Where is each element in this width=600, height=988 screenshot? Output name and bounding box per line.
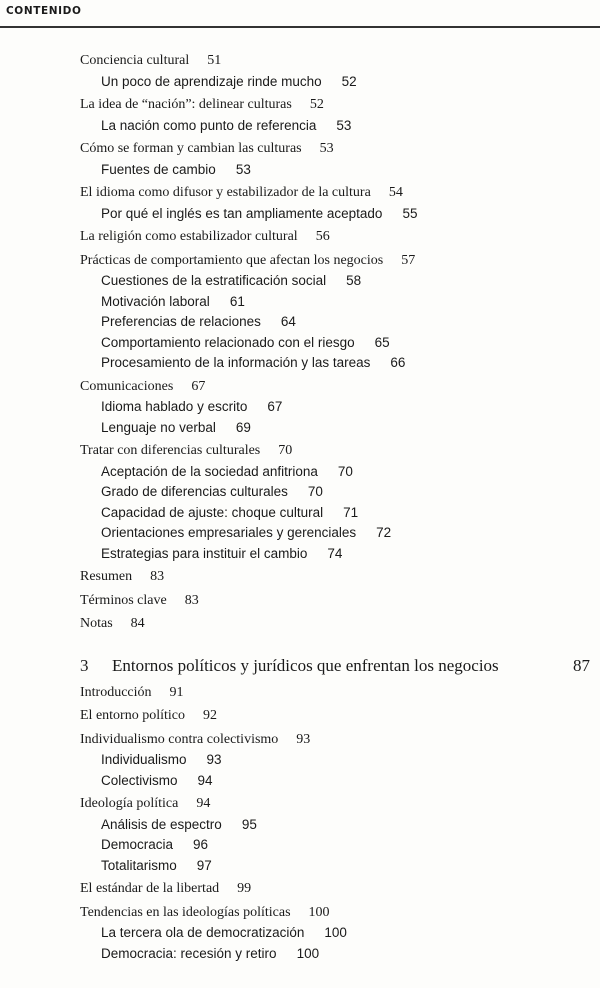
entry-page-number: 97 (196, 857, 212, 873)
toc-entry[interactable] (80, 185, 595, 206)
entry-title: El estándar de la libertad (80, 881, 220, 896)
toc-subentry[interactable] (80, 505, 595, 526)
entry-title: Colectivismo (101, 772, 178, 788)
entry-title: Ideología política (80, 796, 179, 811)
entry-title: La nación como punto de referencia (101, 117, 317, 133)
entry-title: Tendencias en las ideologías políticas (80, 904, 291, 920)
entry-title: El entorno político (80, 708, 185, 723)
entry-title: Capacidad de ajuste: choque cultural (101, 504, 324, 520)
entry-page-number: 72 (376, 525, 392, 540)
chapter-title: Entornos políticos y jurídicos que enfrentan los negocios (112, 655, 499, 675)
entry-page-number: 70 (278, 443, 293, 458)
entry-title: Cómo se forman y cambian las culturas (80, 141, 302, 156)
toc-entry[interactable] (80, 253, 595, 274)
entry-title: Notas (80, 616, 113, 631)
toc-subentry[interactable] (80, 162, 595, 183)
entry-page-number: 100 (324, 925, 347, 940)
toc-subentry[interactable] (80, 74, 595, 95)
entry-title: Preferencias de relaciones (101, 314, 261, 329)
toc-subentry[interactable] (80, 294, 595, 315)
entry-page-number: 99 (237, 881, 252, 896)
entry-page-number: 57 (401, 252, 416, 268)
entry-page-number: 66 (390, 355, 406, 370)
toc-subentry[interactable] (80, 752, 595, 773)
chapter-page: 87 (573, 655, 590, 675)
entry-page-number: 94 (197, 772, 213, 788)
entry-title: La idea de “nación”: delinear culturas (80, 97, 292, 112)
toc-entry[interactable] (80, 881, 595, 902)
toc-subentry[interactable] (80, 484, 595, 505)
toc-entry[interactable] (80, 229, 595, 250)
toc-entry[interactable] (80, 616, 595, 637)
entry-title: Cuestiones de la estratificación social (101, 273, 327, 288)
header-rule (0, 26, 600, 28)
toc-subentry[interactable] (80, 837, 595, 858)
entry-title: El idioma como difusor y estabilizador de la cultura (80, 185, 371, 200)
running-header: CONTENIDO (6, 5, 82, 17)
table-of-contents (80, 53, 595, 966)
chapter-heading[interactable] (80, 653, 595, 679)
entry-page-number: 71 (343, 504, 359, 520)
entry-page-number: 58 (346, 273, 362, 288)
toc-subentry[interactable] (80, 858, 595, 879)
entry-page-number: 67 (267, 399, 283, 414)
entry-title: Estrategias para instituir el cambio (101, 545, 308, 561)
entry-title: Conciencia cultural (80, 53, 190, 68)
entry-page-number: 65 (374, 334, 390, 350)
toc-subentry[interactable] (80, 925, 595, 946)
entry-title: Individualismo (101, 752, 187, 767)
toc-subentry[interactable] (80, 946, 595, 967)
entry-title: La religión como estabilizador cultural (80, 229, 298, 244)
toc-subentry[interactable] (80, 273, 595, 294)
toc-subentry[interactable] (80, 355, 595, 376)
entry-title: Comunicaciones (80, 378, 174, 394)
entry-page-number: 54 (388, 185, 403, 200)
entry-page-number: 69 (235, 419, 251, 435)
toc-section-chapter-2 (80, 53, 595, 637)
entry-title: Comportamiento relacionado con el riesgo (101, 334, 355, 350)
toc-entry[interactable] (80, 593, 595, 614)
toc-section-chapter-3 (80, 685, 595, 967)
entry-page-number: 67 (191, 378, 206, 394)
toc-subentry[interactable] (80, 464, 595, 485)
toc-entry[interactable] (80, 796, 595, 817)
entry-title: Fuentes de cambio (101, 161, 216, 177)
toc-subentry[interactable] (80, 314, 595, 335)
toc-entry[interactable] (80, 53, 595, 74)
entry-title: Democracia (101, 837, 174, 852)
entry-page-number: 52 (309, 97, 324, 112)
toc-entry[interactable] (80, 379, 595, 400)
toc-entry[interactable] (80, 97, 595, 118)
toc-entry[interactable] (80, 732, 595, 753)
toc-subentry[interactable] (80, 817, 595, 838)
entry-page-number: 93 (296, 731, 311, 747)
entry-title: La tercera ola de democratización (101, 925, 305, 940)
entry-page-number: 74 (327, 545, 343, 561)
entry-title: Introducción (80, 684, 152, 700)
entry-title: Individualismo contra colectivismo (80, 731, 279, 747)
toc-entry[interactable] (80, 905, 595, 926)
entry-page-number: 96 (193, 837, 209, 852)
toc-entry[interactable] (80, 685, 595, 706)
toc-subentry[interactable] (80, 525, 595, 546)
entry-page-number: 53 (235, 161, 251, 177)
entry-page-number: 94 (196, 796, 211, 811)
entry-page-number: 83 (184, 592, 199, 608)
toc-entry[interactable] (80, 569, 595, 590)
toc-entry[interactable] (80, 443, 595, 464)
toc-subentry[interactable] (80, 399, 595, 420)
toc-entry[interactable] (80, 141, 595, 162)
entry-title: Idioma hablado y escrito (101, 399, 248, 414)
entry-page-number: 70 (337, 463, 353, 479)
entry-page-number: 61 (229, 293, 245, 309)
entry-page-number: 100 (296, 945, 320, 961)
toc-entry[interactable] (80, 708, 595, 729)
entry-title: Análisis de espectro (101, 816, 222, 832)
toc-subentry[interactable] (80, 546, 595, 567)
entry-title: Totalitarismo (101, 857, 177, 873)
entry-title: Tratar con diferencias culturales (80, 443, 261, 458)
toc-subentry[interactable] (80, 118, 595, 139)
entry-title: Procesamiento de la información y las tareas (101, 355, 371, 370)
entry-page-number: 51 (207, 53, 222, 68)
entry-title: Grado de diferencias culturales (101, 484, 288, 499)
entry-page-number: 55 (402, 205, 418, 221)
entry-title: Resumen (80, 569, 133, 584)
toc-subentry[interactable] (80, 773, 595, 794)
entry-title: Prácticas de comportamiento que afectan los negocios (80, 252, 384, 268)
toc-subentry[interactable] (80, 420, 595, 441)
entry-page-number: 56 (315, 229, 330, 244)
entry-page-number: 53 (319, 141, 334, 156)
entry-title: Motivación laboral (101, 293, 210, 309)
entry-title: Por qué el inglés es tan ampliamente aceptado (101, 205, 383, 221)
entry-page-number: 84 (130, 616, 145, 631)
entry-page-number: 53 (336, 117, 352, 133)
entry-page-number: 100 (308, 904, 330, 920)
entry-page-number: 83 (150, 569, 165, 584)
entry-page-number: 95 (241, 816, 257, 832)
toc-subentry[interactable] (80, 335, 595, 356)
entry-page-number: 92 (202, 708, 217, 723)
entry-title: Aceptación de la sociedad anfitriona (101, 463, 318, 479)
entry-page-number: 64 (280, 314, 296, 329)
entry-page-number: 91 (169, 684, 184, 700)
entry-page-number: 70 (307, 484, 323, 499)
entry-title: Términos clave (80, 592, 167, 608)
entry-title: Lenguaje no verbal (101, 419, 216, 435)
entry-page-number: 93 (206, 752, 222, 767)
entry-title: Orientaciones empresariales y gerenciales (101, 525, 357, 540)
toc-subentry[interactable] (80, 206, 595, 227)
chapter-number: 3 (80, 655, 89, 675)
entry-page-number: 52 (341, 73, 357, 89)
entry-title: Un poco de aprendizaje rinde mucho (101, 73, 322, 89)
entry-title: Democracia: recesión y retiro (101, 945, 277, 961)
